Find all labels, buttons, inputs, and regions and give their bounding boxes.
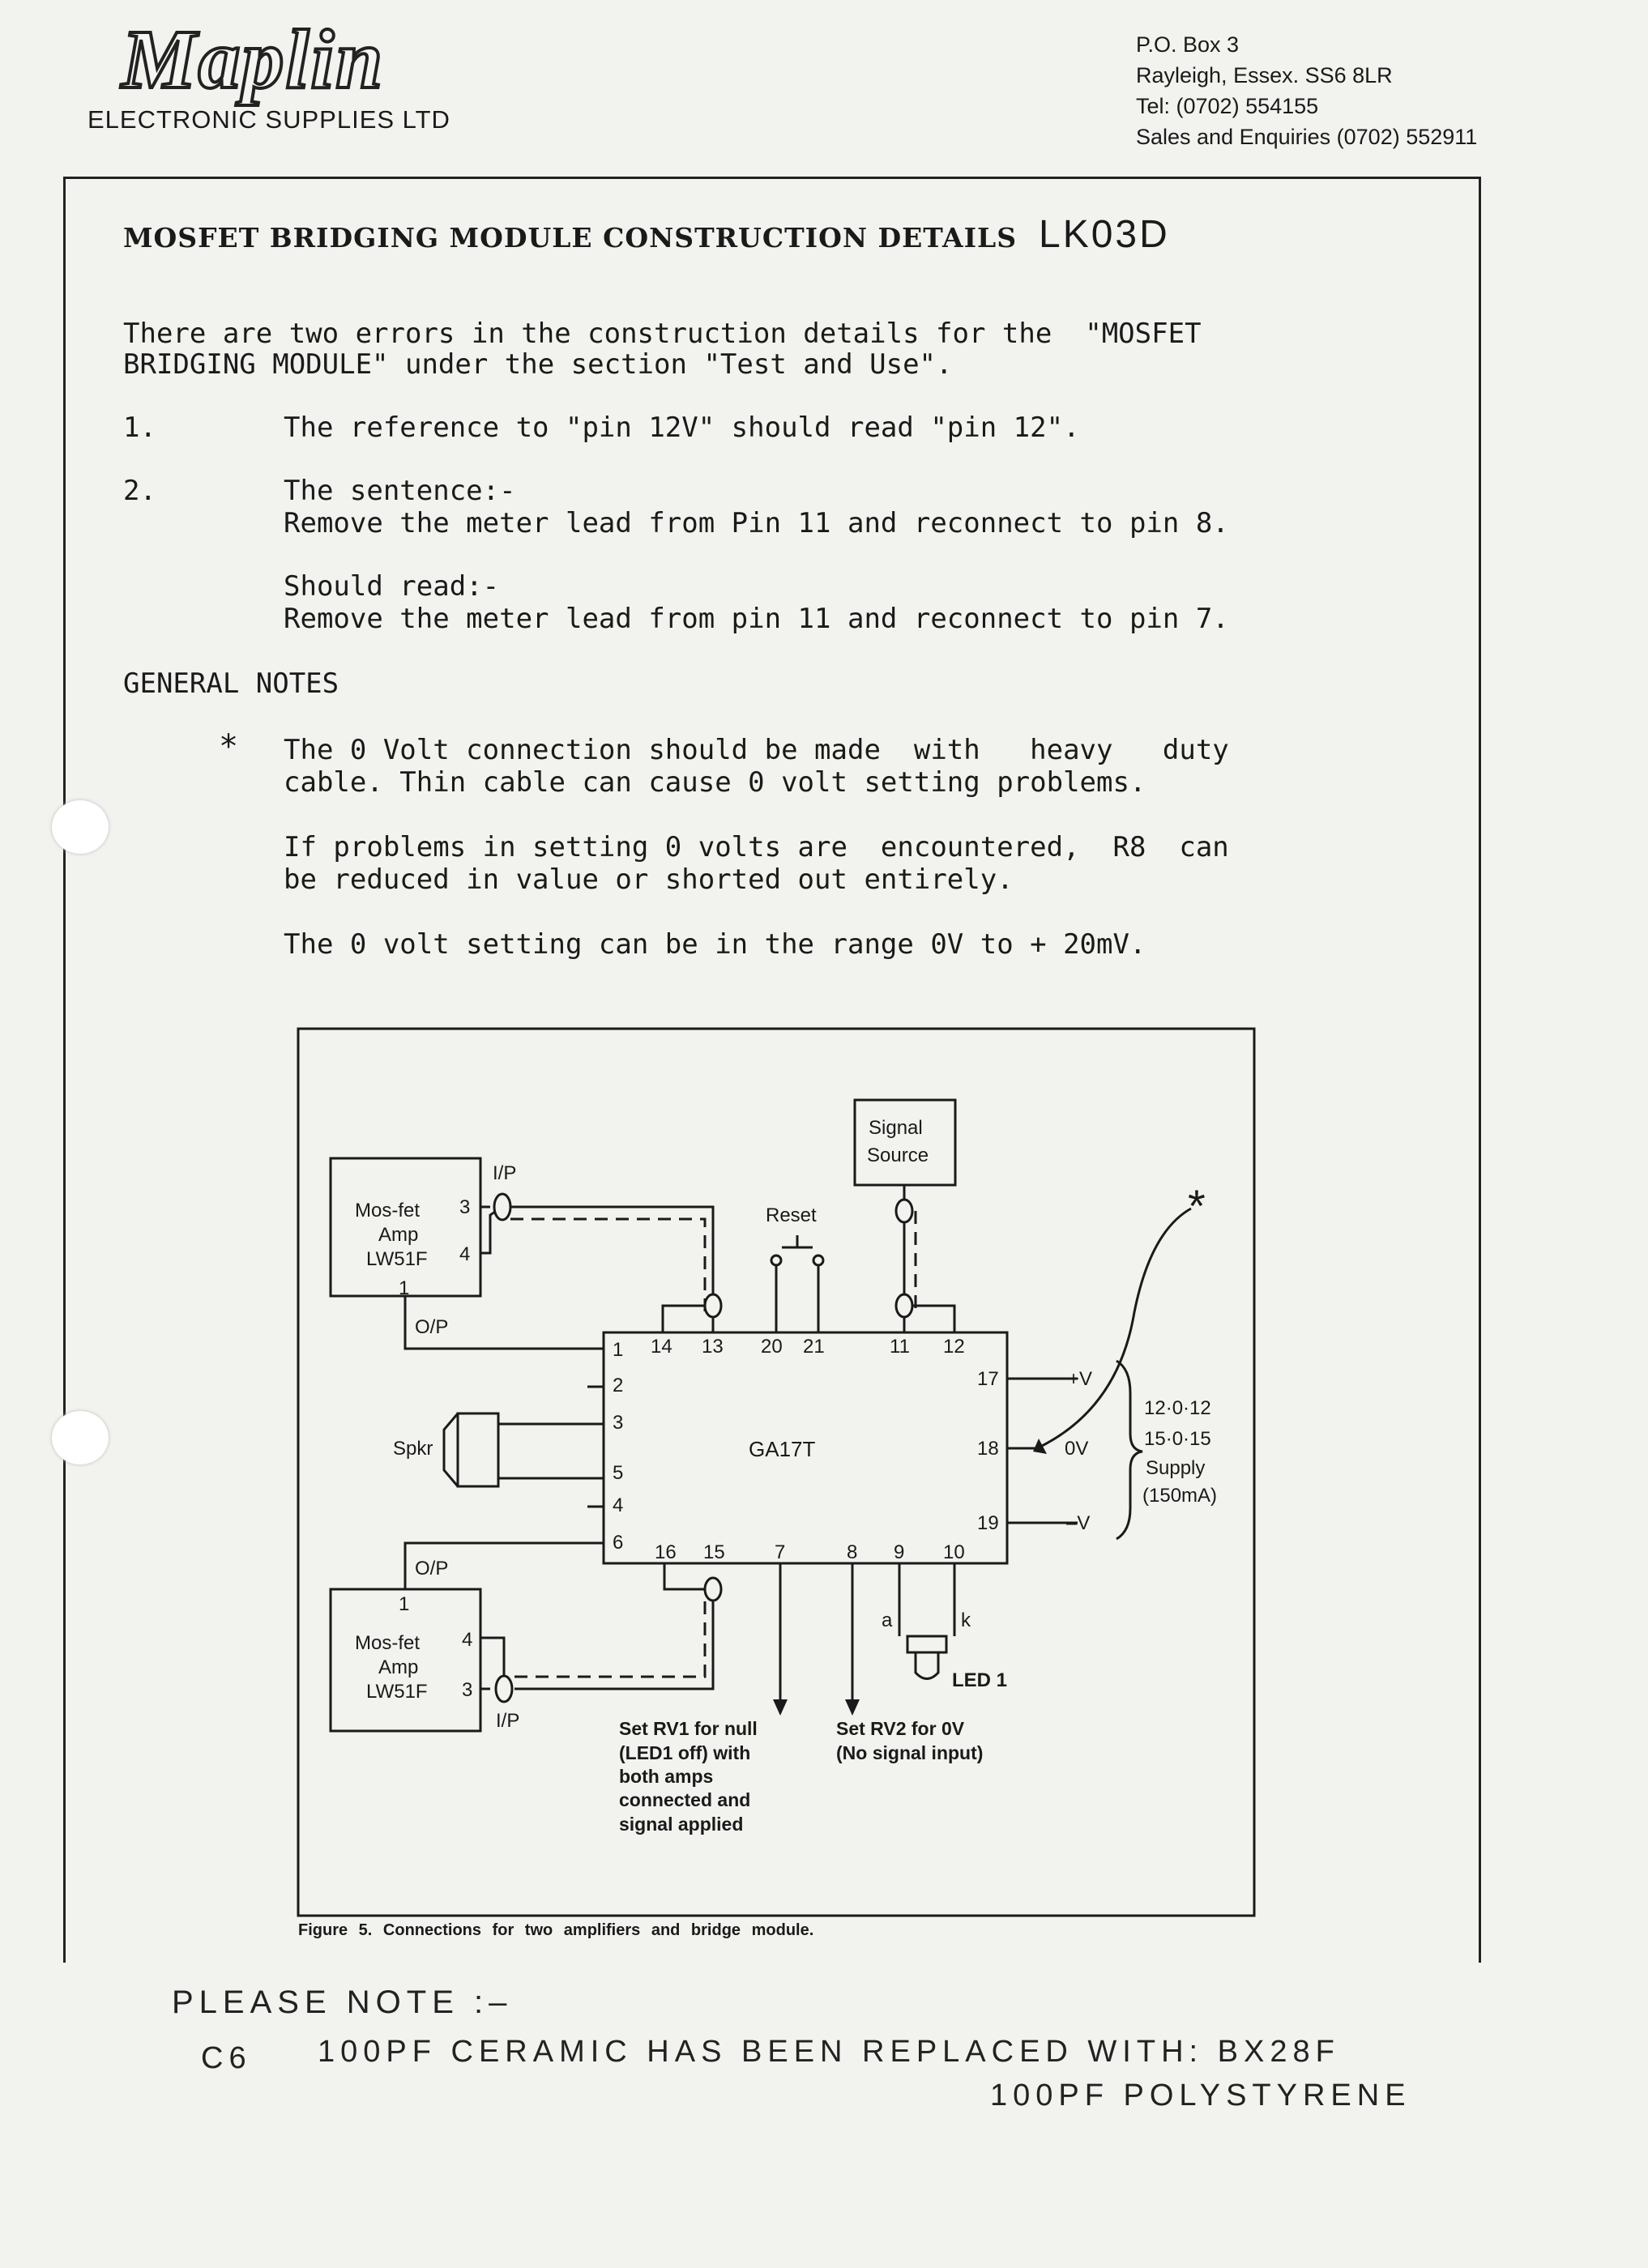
chip-label: GA17T [749, 1437, 816, 1461]
address-line: P.O. Box 3 [1136, 32, 1240, 57]
speaker-body [458, 1413, 498, 1486]
handwritten-note: 100PF CERAMIC HAS BEEN REPLACED WITH: BX28F [318, 2035, 1340, 2069]
item-text: Remove the meter lead from Pin 11 and reconnect to pin 8. [284, 507, 1229, 539]
amp-top-label: LW51F [366, 1248, 428, 1270]
amp-pin-label: 1 [399, 1277, 410, 1299]
star-marker: * [1188, 1180, 1206, 1231]
rv1-note: Set RV1 for null [619, 1718, 758, 1739]
rail-label: –V [1066, 1512, 1091, 1534]
arrow-head [1033, 1439, 1047, 1454]
chip-pin: 9 [894, 1541, 905, 1563]
rail-label: 0V [1065, 1438, 1089, 1460]
supply-label: 12·0·12 [1144, 1397, 1211, 1419]
ip-label: I/P [496, 1710, 520, 1732]
chip-pin: 16 [655, 1541, 677, 1563]
address-line: Sales and Enquiries (0702) 552911 [1136, 125, 1478, 149]
led-label: LED 1 [952, 1669, 1008, 1691]
connector-ring [705, 1578, 721, 1601]
connector-ring [896, 1294, 912, 1317]
rv1-note: (LED1 off) with [619, 1742, 751, 1763]
signal-source-box [855, 1100, 955, 1185]
ip-label: I/P [493, 1162, 517, 1184]
amp-bottom-label: Mos-fet [355, 1632, 421, 1654]
chip-pin: 8 [847, 1541, 858, 1563]
maplin-logo: Maplin [122, 13, 385, 106]
op-label: O/P [415, 1316, 449, 1338]
amp-pin-label: 1 [399, 1593, 410, 1615]
address-line: Tel: (0702) 554155 [1136, 94, 1319, 118]
chip-pin: 5 [613, 1462, 624, 1484]
rv2-note: (No signal input) [836, 1742, 984, 1763]
op-label: O/P [415, 1558, 449, 1580]
supply-label: (150mA) [1142, 1485, 1218, 1507]
note-text: be reduced in value or shorted out entirely. [284, 863, 1014, 896]
signal-source-label: Source [867, 1145, 929, 1166]
item-number: 1. [123, 411, 156, 444]
led-pin-label: k [961, 1609, 971, 1631]
reset-label: Reset [766, 1204, 817, 1226]
chip-pin: 13 [702, 1336, 724, 1358]
item-text: The reference to "pin 12V" should read "pin 12". [284, 411, 1080, 444]
connector-ring [896, 1200, 912, 1222]
figure-border [298, 1029, 1254, 1916]
arrow-head [773, 1699, 788, 1716]
reset-contact [813, 1256, 823, 1265]
reset-contact [771, 1256, 781, 1265]
rv1-note: connected and [619, 1789, 751, 1810]
chip-pin: 3 [613, 1412, 624, 1434]
document-code: LK03D [1039, 213, 1170, 256]
amp-pin-label: 3 [462, 1679, 473, 1701]
note-text: cable. Thin cable can cause 0 volt setting problems. [284, 766, 1146, 799]
chip-pin: 7 [775, 1541, 786, 1563]
handwritten-note: C6 [201, 2041, 252, 2075]
supply-label: 15·0·15 [1144, 1428, 1211, 1450]
asterisk-marker: * [219, 728, 239, 765]
amp-bottom-label: Amp [378, 1656, 419, 1678]
connector-ring [494, 1194, 510, 1220]
address-line: Rayleigh, Essex. SS6 8LR [1136, 63, 1393, 87]
speaker-label: Spkr [393, 1438, 433, 1460]
connector-ring [496, 1676, 512, 1702]
rail-label: +V [1068, 1368, 1093, 1390]
chip-pin: 17 [977, 1368, 999, 1390]
connector-ring [705, 1294, 721, 1317]
chip-pin: 12 [943, 1336, 965, 1358]
intro-line: BRIDGING MODULE" under the section "Test and Use". [123, 348, 953, 381]
chip-pin: 18 [977, 1438, 999, 1460]
note-text: If problems in setting 0 volts are encountered, R8 can [284, 831, 1229, 863]
amp-bottom-label: LW51F [366, 1681, 428, 1703]
note-text: The 0 Volt connection should be made with heavy duty [284, 734, 1229, 766]
amp-top-label: Mos-fet [355, 1200, 421, 1221]
item-text: Should read:- [284, 570, 500, 603]
chip-pin: 20 [761, 1336, 783, 1358]
chip-pin: 4 [613, 1494, 624, 1516]
page-title: MOSFET BRIDGING MODULE CONSTRUCTION DETAILS [123, 222, 1018, 254]
item-text: Remove the meter lead from pin 11 and reconnect to pin 7. [284, 603, 1229, 635]
intro-line: There are two errors in the construction details for the "MOSFET [123, 318, 1202, 350]
chip-pin: 19 [977, 1512, 999, 1534]
rv1-note: signal applied [619, 1814, 744, 1835]
amp-pin-label: 4 [459, 1243, 471, 1265]
handwritten-note: PLEASE NOTE :– [172, 1985, 513, 2020]
section-heading: GENERAL NOTES [123, 667, 339, 700]
rv2-note: Set RV2 for 0V [836, 1718, 965, 1739]
rv1-note: both amps [619, 1766, 714, 1787]
amp-top-label: Amp [378, 1224, 419, 1246]
chip-pin: 10 [943, 1541, 965, 1563]
signal-source-label: Signal [869, 1117, 923, 1139]
amp-pin-label: 4 [462, 1629, 473, 1651]
led-pin-label: a [882, 1609, 893, 1631]
item-text: The sentence:- [284, 475, 516, 507]
company-name: ELECTRONIC SUPPLIES LTD [88, 105, 450, 134]
chip-pin: 14 [651, 1336, 672, 1358]
figure-caption: Figure 5. Connections for two amplifiers and bridge module. [298, 1921, 814, 1939]
chip-pin: 21 [803, 1336, 825, 1358]
chip-pin: 1 [613, 1339, 624, 1361]
amp-pin-label: 3 [459, 1196, 471, 1218]
arrow-head [845, 1699, 860, 1716]
chip-pin: 15 [703, 1541, 725, 1563]
note-text: The 0 volt setting can be in the range 0V to + 20mV. [284, 928, 1146, 961]
supply-label: Supply [1146, 1457, 1206, 1479]
chip-pin: 6 [613, 1532, 624, 1554]
handwritten-note: 100PF POLYSTYRENE [990, 2078, 1411, 2112]
chip-pin: 11 [890, 1336, 910, 1358]
chip-pin: 2 [613, 1375, 624, 1396]
item-number: 2. [123, 475, 156, 507]
